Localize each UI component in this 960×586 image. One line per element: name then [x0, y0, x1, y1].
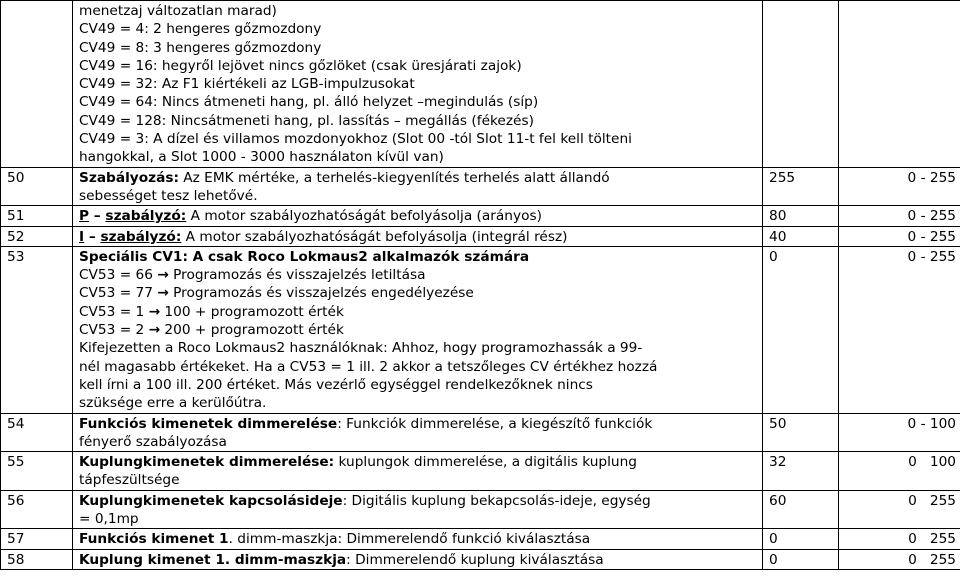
arrow-right-icon: →	[148, 303, 161, 320]
cv-title: Funkciós kimenetek dimmerelése	[79, 415, 338, 432]
cv-title-suffix: szabályzó:	[100, 228, 182, 245]
cv-note-line: szüksége erre a kerülőútra.	[79, 395, 267, 412]
cv-description-cell	[73, 413, 763, 452]
cv-description: : Dimmerelendő kuplung kiválasztása	[346, 551, 604, 568]
description-line: CV49 = 8: 3 hengeres gőzmozdony	[79, 39, 322, 56]
description-line: menetzaj változatlan marad)	[79, 3, 277, 19]
cv-note-line: nél magasabb értékeket. Ha a CV53 = 1 ill. 2 akkor a tetszőleges CV értékhez hozzá	[79, 358, 658, 375]
cv-title: Funkciós kimenet 1	[79, 531, 229, 548]
cv-description: : Digitális kuplung bekapcsolás-ideje, egység	[342, 492, 651, 509]
cv-number-cell: 56	[1, 490, 73, 529]
default-value-cell: 0	[763, 246, 839, 413]
table-row-cv57	[1, 529, 960, 549]
cv-number-cell	[1, 1, 73, 168]
cv-number-cell: 55	[1, 452, 73, 491]
arrow-right-icon: →	[148, 322, 161, 339]
table-row-cv52	[1, 226, 960, 246]
cv-number-cell: 51	[1, 206, 73, 226]
cv-title: P	[79, 208, 90, 225]
range-cell	[839, 1, 960, 168]
cv-title: I	[79, 228, 85, 245]
cv-description: . dimm-maszkja: Dimmerelendő funkció kiválasztása	[228, 531, 591, 548]
description-line: CV49 = 32: Az F1 kiértékeli az LGB-impulzusokat	[79, 76, 415, 93]
range-cell: 0 255	[839, 490, 960, 529]
cv-description-cell: Speciális CV1: A csak Roco Lokmaus2 alkalmazók számára CV53 = 66 → Programozás és visszajelzés letiltása CV53 = 77 → Programozás és visszajelzés engedélyezése CV53 = 1 → 100 + programozott érték CV53 = 2 → 200 + programozott érték Kifejezetten a Roco Lokmaus2 használóknak: Ahhoz, hogy programozhassák a 99- nél magasabb értékeket. Ha a CV53 = 1 ill. 2 akkor a tetszőleges CV értékhez hozzá kell írni a 100 ill. 200 értéket. Más vezérlő egységgel rendelkezőknek nincs szüksége erre a kerülőútra.	[73, 246, 763, 413]
table-row-cv55	[1, 452, 960, 491]
cv-description: : Funkciók dimmerelése, a kiegészítő funkciók	[337, 415, 653, 432]
cv-number-cell: 53	[1, 246, 73, 413]
range-cell: 0 - 255	[839, 226, 960, 246]
default-value-cell: 50	[763, 413, 839, 452]
cv-number-cell: 57	[1, 529, 73, 549]
default-value-cell	[763, 1, 839, 168]
cv-number-cell: 50	[1, 167, 73, 206]
cv-title: Szabályozás:	[79, 169, 179, 186]
range-cell: 0 - 255	[839, 246, 960, 413]
default-value-cell: 0	[763, 529, 839, 549]
cv-number-cell: 52	[1, 226, 73, 246]
table-row-cv53	[1, 246, 960, 413]
cv-title: Kuplungkimenetek dimmerelése:	[79, 454, 335, 471]
cv-description: tápfeszültsége	[79, 472, 180, 489]
table-row-cv58	[1, 549, 960, 569]
default-value-cell: 255	[763, 167, 839, 206]
range-cell: 0 255	[839, 529, 960, 549]
cv-number-cell: 54	[1, 413, 73, 452]
cv-title-suffix: szabályzó:	[105, 208, 187, 225]
cv-note-line: Kifejezetten a Roco Lokmaus2 használóknak: Ahhoz, hogy programozhassák a 99-	[79, 340, 643, 357]
default-value-cell: 80	[763, 206, 839, 226]
table-row-cv51	[1, 206, 960, 226]
cv-description: A motor szabályozhatóságát befolyásolja (arányos)	[186, 208, 542, 225]
range-cell: 0 - 100	[839, 413, 960, 452]
description-line: CV49 = 64: Nincs átmeneti hang, pl. álló helyzet –megindulás (síp)	[79, 94, 539, 111]
default-value-cell: 60	[763, 490, 839, 529]
cv-number-cell: 58	[1, 549, 73, 569]
default-value-cell: 0	[763, 549, 839, 569]
cv-description-cell	[73, 549, 763, 569]
cv-title: Speciális CV1: A csak Roco Lokmaus2 alkalmazók számára	[79, 248, 530, 265]
range-cell: 0 - 255	[839, 206, 960, 226]
cv-description: = 0,1mp	[79, 511, 139, 528]
cv-description-cell: P – szabályzó: A motor szabályozhatóságát befolyásolja (arányos)	[73, 206, 763, 226]
arrow-right-icon: →	[157, 267, 169, 284]
range-cell: 0 - 255	[839, 167, 960, 206]
cv-title: Kuplungkimenetek kapcsolásideje	[79, 492, 343, 509]
cv-description-cell	[73, 1, 763, 168]
default-value-cell: 40	[763, 226, 839, 246]
description-line: CV49 = 16: hegyről lejövet nincs gőzlöket (csak üresjárati zajok)	[79, 57, 522, 74]
table-row-cv50	[1, 167, 960, 206]
description-line: hangokkal, a Slot 1000 - 3000 használaton kívül van)	[79, 149, 444, 166]
arrow-right-icon: →	[157, 285, 169, 302]
range-cell: 0 100	[839, 452, 960, 491]
cv-description: sebességet tesz lehetővé.	[79, 187, 258, 204]
cv-description-cell	[73, 529, 763, 549]
default-value-cell: 32	[763, 452, 839, 491]
cv-description: kuplungok dimmerelése, a digitális kuplung	[334, 454, 637, 471]
table-row-cv56	[1, 490, 960, 529]
cv-description: fényerő szabályozása	[79, 433, 227, 450]
description-line: CV49 = 128: Nincsátmeneti hang, pl. lassítás – megállás (fékezés)	[79, 112, 534, 129]
table-row-cv54	[1, 413, 960, 452]
cv-description: Az EMK mértéke, a terhelés-kiegyenlítés terhelés alatt állandó	[178, 169, 610, 186]
table-row-cv49-continued	[1, 1, 960, 168]
cv-title: Kuplung kimenet 1. dimm-maszkja	[79, 551, 347, 568]
cv-description: A motor szabályozhatóságát befolyásolja (integrál rész)	[181, 228, 568, 245]
range-cell: 0 255	[839, 549, 960, 569]
cv-description-cell	[73, 452, 763, 491]
cv-description-cell	[73, 167, 763, 206]
cv-description-cell: I – szabályzó: A motor szabályozhatóságát befolyásolja (integrál rész)	[73, 226, 763, 246]
description-line: CV49 = 3: A dízel és villamos mozdonyokhoz (Slot 00 -tól Slot 11-t fel kell tölteni	[79, 131, 632, 148]
cv-description-cell	[73, 490, 763, 529]
description-line: CV49 = 4: 2 hengeres gőzmozdony	[79, 21, 322, 38]
cv-note-line: kell írni a 100 ill. 200 értéket. Más vezérlő egységgel rendelkezőknek nincs	[79, 376, 593, 393]
